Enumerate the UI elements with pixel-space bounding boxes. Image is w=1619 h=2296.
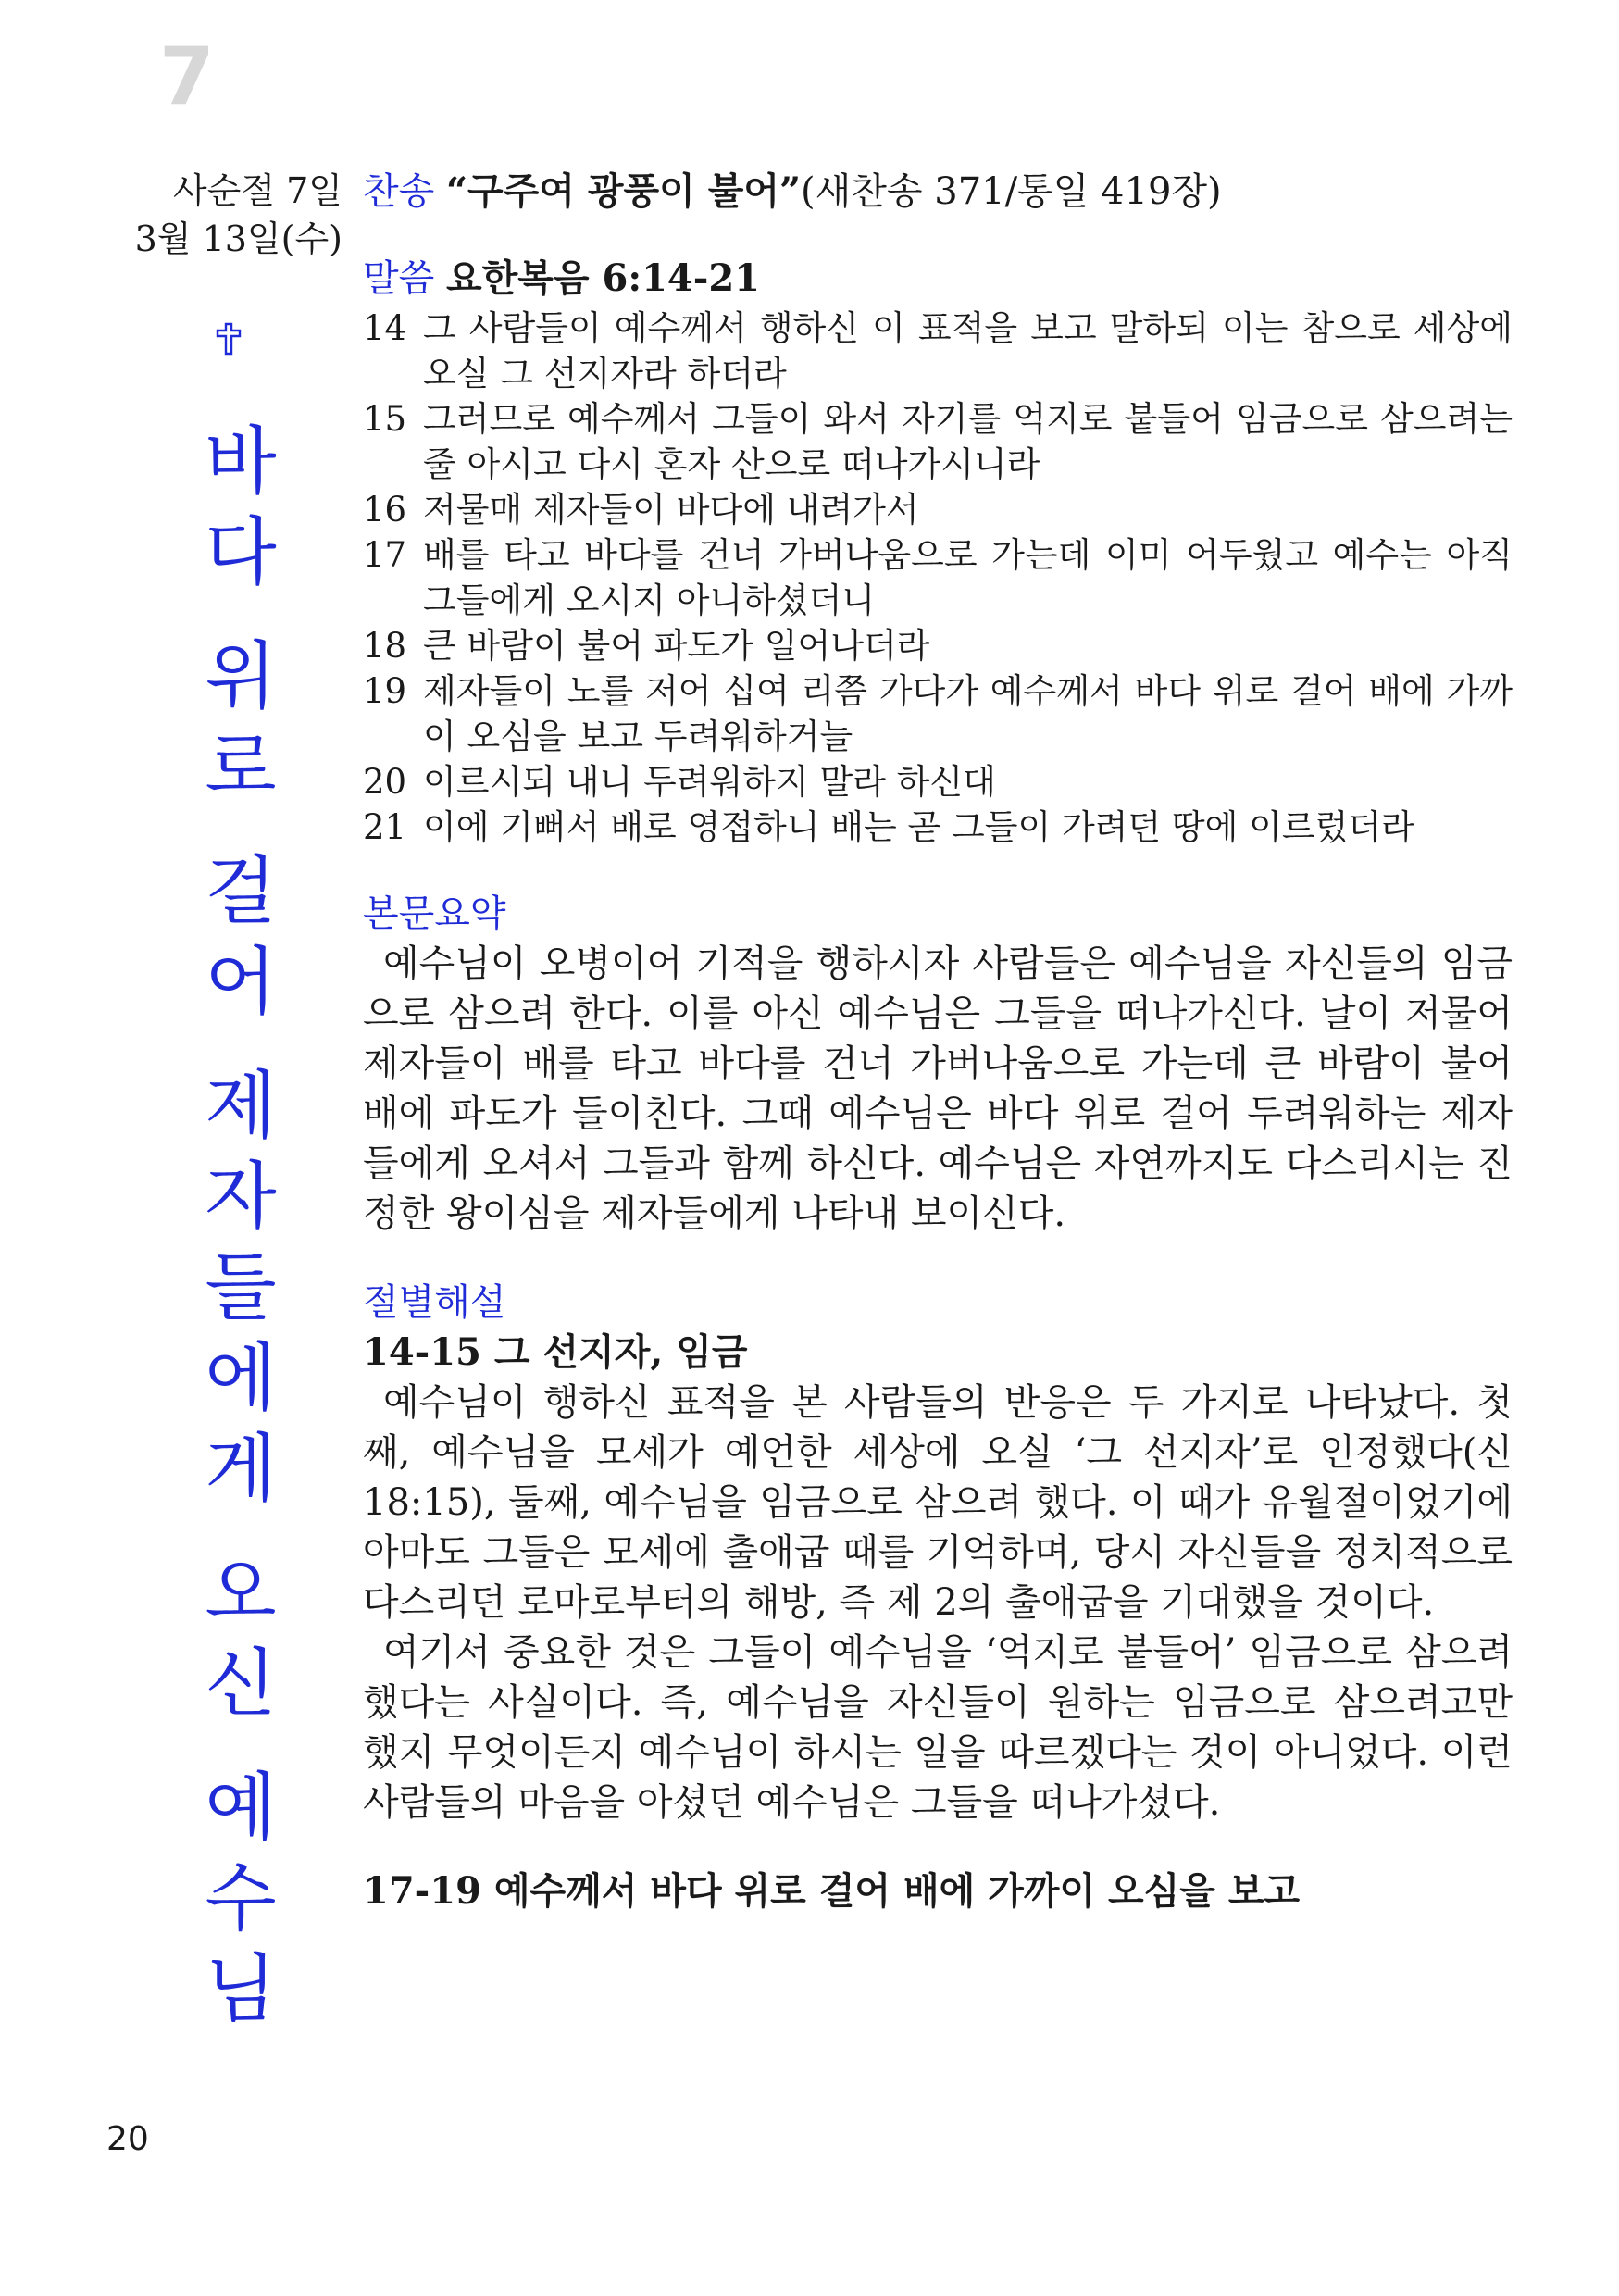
verse-item: [363, 623, 1513, 668]
commentary-paragraph: 여기서 중요한 것은 그들이 예수님을 ‘억지로 붙들어’ 임금으로 삼으려 했다는 사실이다. 즉, 예수님을 자신들이 원하는 임금으로 삼으려고만 했지 무엇이든지 예수님이 하시는 일을 따르겠다는 것이 아니었다. 이런 사람들의 마음을 아셨던 예수님은 그들을 떠나가셨다.: [363, 1631, 1513, 1824]
vertical-title: [199, 417, 282, 2035]
verse-item: [363, 396, 1513, 487]
verse-item: [363, 805, 1513, 850]
verse-text: 이르시되 내니 두려워하지 말라 하신대: [423, 762, 996, 802]
reading-reference: 요한복음 6:14-21: [446, 256, 761, 300]
commentary-paragraph: 예수님이 행하신 표적을 본 사람들의 반응은 두 가지로 나타났다. 첫째, 예수님을 모세가 예언한 세상에 오실 ‘그 선지자’로 인정했다(신 18:15), 둘째, 예수님을 임금으로 삼으려 했다. 이 때가 유월절이었기에 아마도 그들은 모세에 출애굽 때를 기억하며, 당시 자신들을 정치적으로 다스리던 로마로부터의 해방, 즉 제 2의 출애굽을 기대했을 것이다.: [363, 1381, 1513, 1624]
day-number: 7: [159, 31, 215, 123]
verse-number: 19: [363, 671, 407, 711]
verse-item: [363, 487, 1513, 532]
commentary-heading: 14-15 그 선지자, 임금: [363, 1330, 748, 1374]
verse-number: 15: [363, 399, 407, 439]
verse-text: 제자들이 노를 저어 십여 리쯤 가다가 예수께서 바다 위로 걸어 배에 가까이 오심을 보고 두려워하거늘: [423, 671, 1513, 756]
title-char: 어: [205, 939, 277, 1025]
verse-number: 17: [363, 535, 407, 575]
verse-item: [363, 668, 1513, 759]
verse-text: 그 사람들이 예수께서 행하신 이 표적을 보고 말하되 이는 참으로 세상에 오실 그 선지자라 하더라: [423, 308, 1513, 393]
title-gap: [199, 1729, 282, 1763]
verse-text: 배를 타고 바다를 건너 가버나움으로 가는데 이미 어두웠고 예수는 아직 그들에게 오시지 아니하셨더니: [423, 535, 1513, 620]
verse-number: 14: [363, 308, 407, 348]
title-char: 바: [205, 418, 277, 505]
title-char: 에: [205, 1335, 277, 1421]
title-char: 걸: [205, 848, 277, 934]
summary-title: 본문요약: [363, 892, 506, 935]
title-char: 자: [205, 1154, 277, 1240]
calendar-date: 3월 13일(수): [134, 218, 342, 259]
verse-item: [363, 532, 1513, 623]
reading-label: 말씀: [363, 257, 435, 300]
page-number: 20: [106, 2120, 149, 2158]
title-char: 님: [205, 1946, 277, 2032]
verse-number: 18: [363, 626, 407, 666]
verse-text: 큰 바람이 불어 파도가 일어나더라: [423, 626, 930, 666]
hymn-title: “구주여 광풍이 불어”: [446, 169, 801, 213]
title-char: 수: [205, 1855, 277, 1941]
verse-item: [363, 759, 1513, 805]
title-char: 예: [205, 1765, 277, 1851]
summary-paragraph: 예수님이 오병이어 기적을 행하시자 사람들은 예수님을 자신들의 임금으로 삼으려 한다. 이를 아신 예수님은 그들을 떠나가신다. 날이 저물어 제자들이 배를 타고 바다를 건너 가버나움으로 가는데 큰 바람이 불어 배에 파도가 들이친다. 그때 예수님은 바다 위로 걸어 두려워하는 제자들에게 오셔서 그들과 함께 하신다. 예수님은 자연까지도 다스리시는 진정한 왕이심을 제자들에게 나타내 보이신다.: [363, 942, 1513, 1235]
title-char: 신: [205, 1641, 277, 1727]
hymn-number: (새찬송 371/통일 419장): [801, 170, 1222, 213]
verse-number: 21: [363, 807, 407, 847]
reading-heading: [363, 254, 1513, 304]
verse-text: 저물매 제자들이 바다에 내려가서: [423, 490, 919, 530]
cross-icon: [215, 322, 243, 356]
verse-item: [363, 306, 1513, 396]
title-char: 위: [205, 633, 277, 719]
title-char: 오: [205, 1550, 277, 1636]
verse-list: [363, 306, 1513, 850]
verse-number: 20: [363, 762, 407, 802]
hymn-line: [363, 167, 1513, 217]
commentary-heading: 17-19 예수께서 바다 위로 걸어 배에 가까이 오심을 보고: [363, 1869, 1301, 1913]
title-char: 제: [205, 1063, 277, 1149]
title-gap: [199, 598, 282, 631]
commentary-title: 절별해설: [363, 1281, 506, 1324]
verse-text: 이에 기뻐서 배로 영접하니 배는 곧 그들이 가려던 땅에 이르렀더라: [423, 807, 1414, 847]
title-char: 다: [205, 509, 277, 595]
title-char: 게: [205, 1426, 277, 1512]
title-gap: [199, 1028, 282, 1061]
title-gap: [199, 813, 282, 846]
season-day: 사순절 7일: [172, 170, 342, 211]
main-content: [363, 167, 1513, 1916]
verse-text: 그러므로 예수께서 그들이 와서 자기를 억지로 붙들어 임금으로 삼으려는 줄 아시고 다시 혼자 산으로 떠나가시니라: [423, 399, 1513, 484]
verse-number: 16: [363, 490, 407, 530]
title-gap: [199, 1515, 282, 1548]
title-char: 로: [205, 724, 277, 810]
title-char: 들: [205, 1244, 277, 1330]
date-block: [130, 167, 342, 263]
hymn-label: 찬송: [363, 170, 435, 213]
